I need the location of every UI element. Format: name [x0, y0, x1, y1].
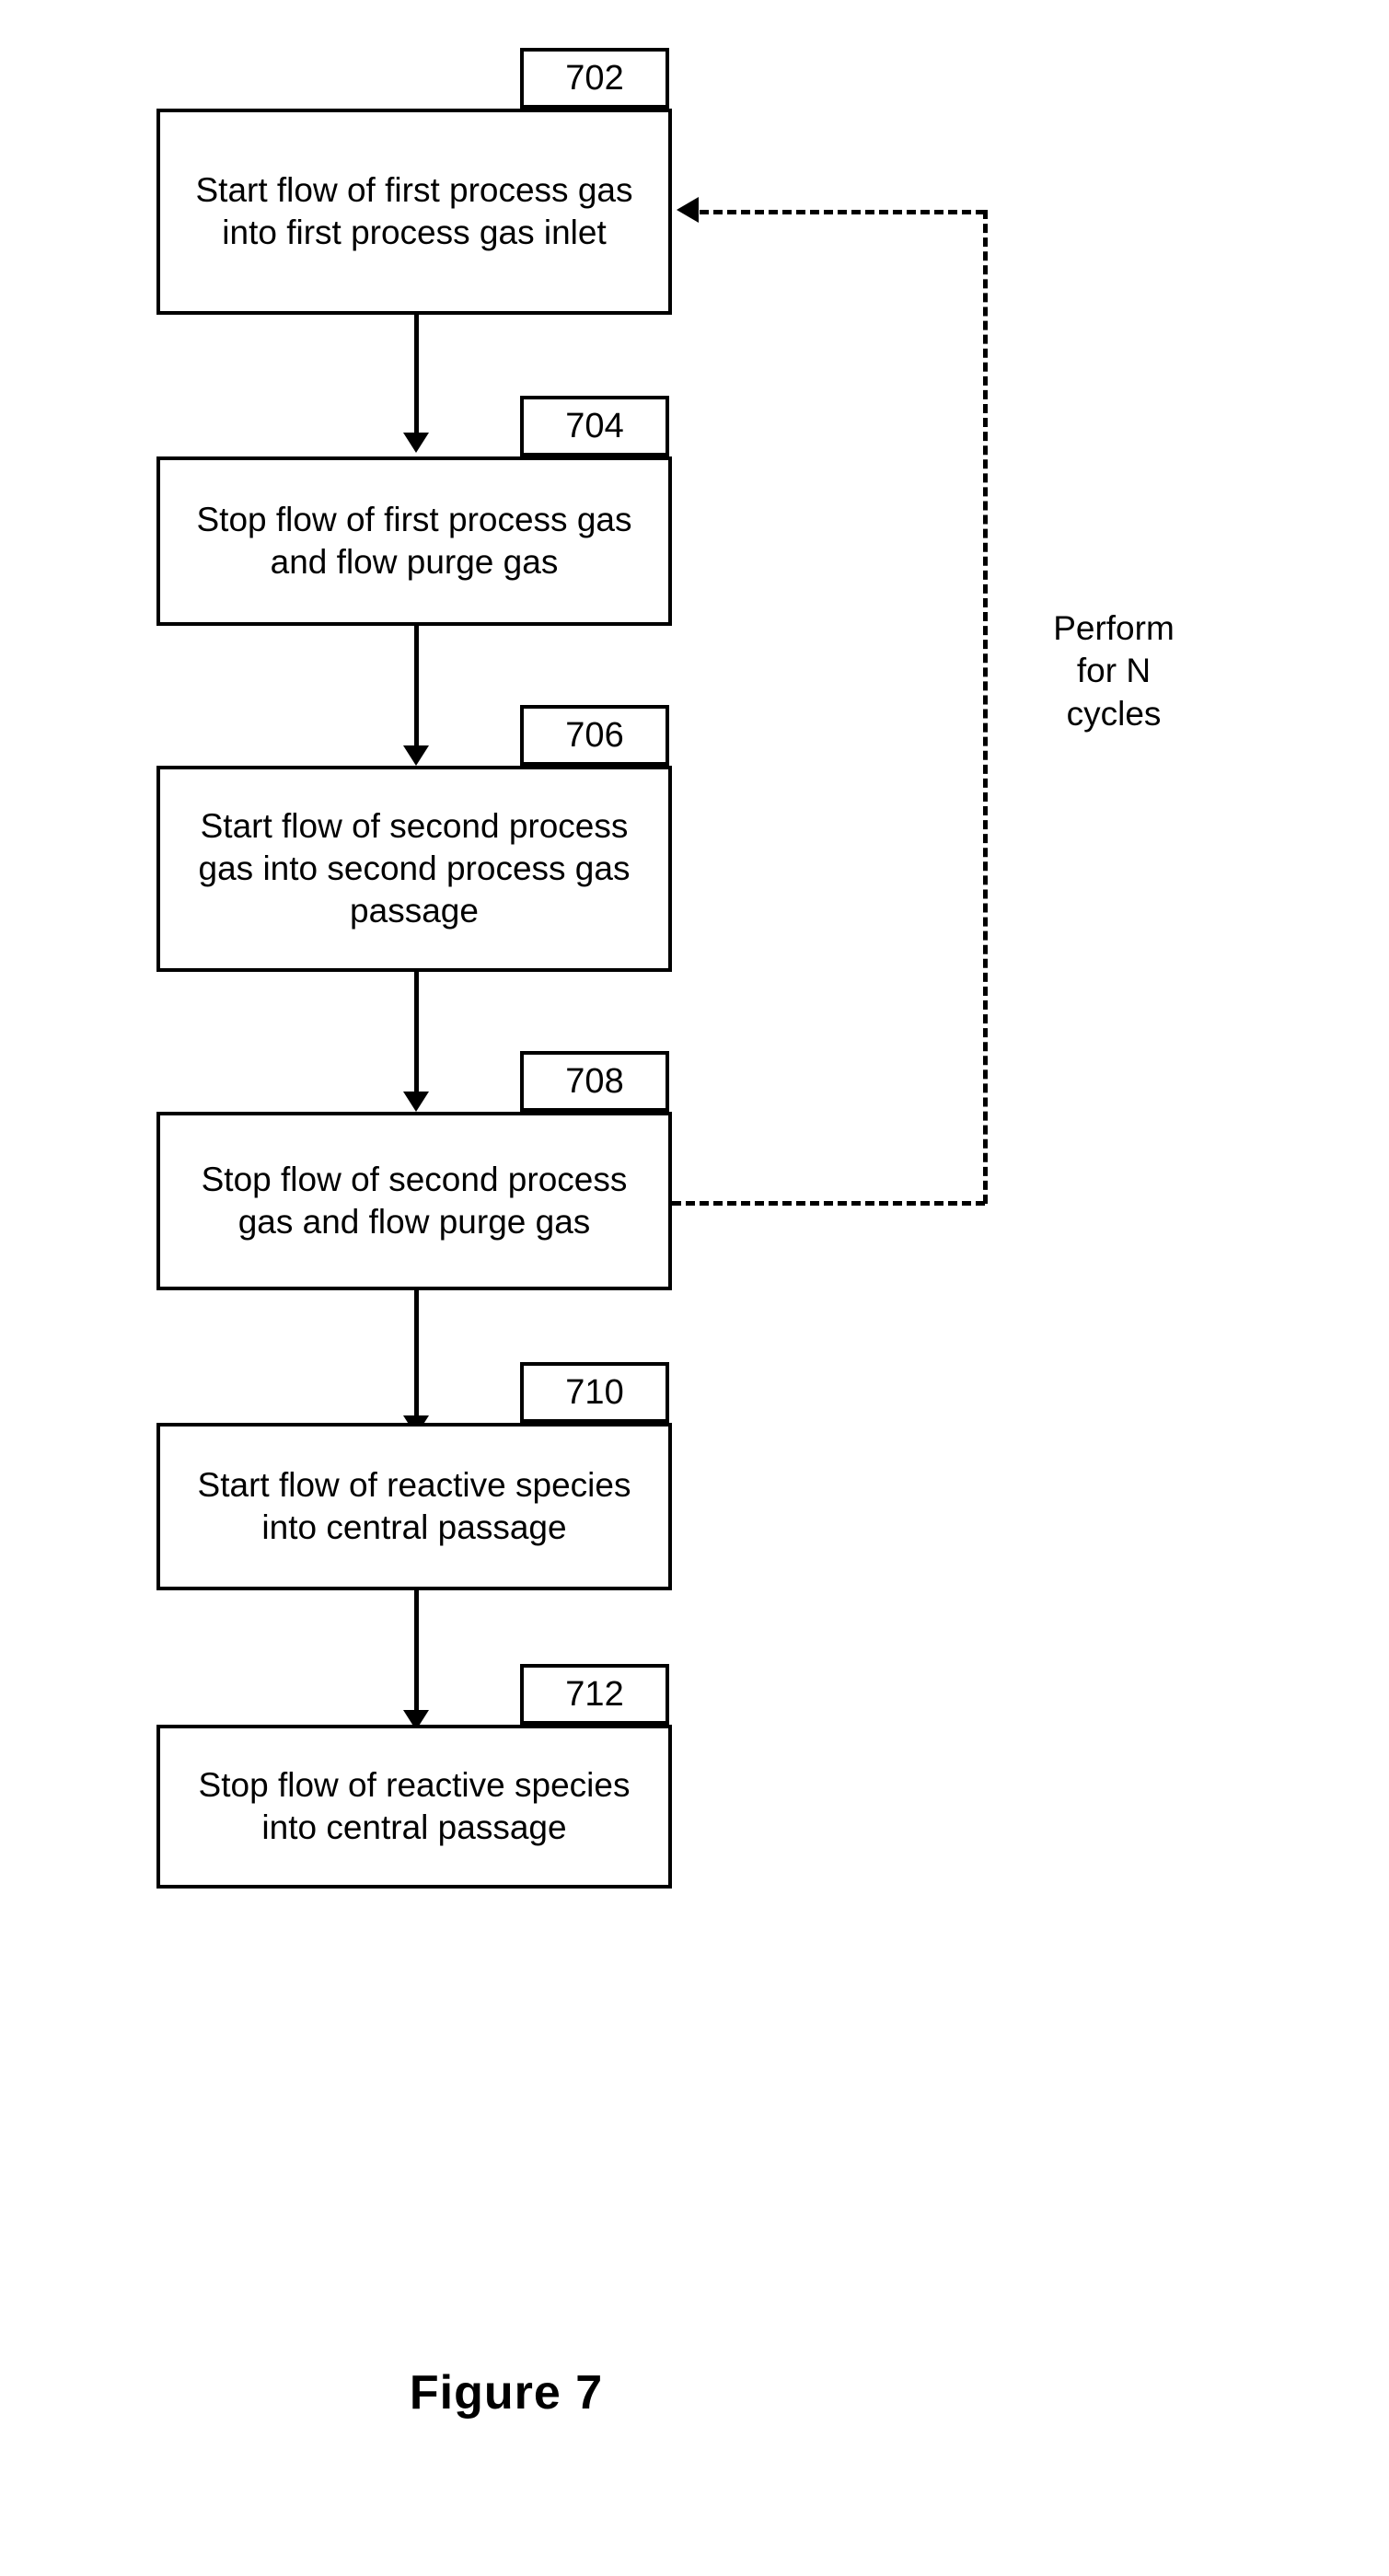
ref-tag-702-label: 702	[565, 59, 624, 98]
step-box-704-text: Stop flow of first process gas and flow purge gas	[196, 500, 632, 581]
loop-label	[1003, 607, 1224, 735]
loop-line-bottom	[672, 1201, 985, 1206]
loop-line-top	[700, 210, 985, 214]
loop-label-line-3: cycles	[1066, 694, 1162, 733]
step-box-706	[156, 766, 672, 972]
step-box-704	[156, 456, 672, 626]
ref-tag-704	[520, 396, 669, 456]
figure-caption-text: Figure 7	[409, 2366, 604, 2420]
ref-tag-704-label: 704	[565, 407, 624, 445]
ref-tag-702	[520, 48, 669, 109]
step-box-712-text: Stop flow of reactive species into central passage	[198, 1765, 631, 1846]
ref-tag-712-label: 712	[565, 1675, 624, 1714]
arrow-708-to-710	[414, 1290, 419, 1436]
arrow-706-to-708	[414, 972, 419, 1112]
step-box-710-text: Start flow of reactive species into central passage	[197, 1465, 631, 1546]
ref-tag-706-label: 706	[565, 716, 624, 755]
ref-tag-708	[520, 1051, 669, 1112]
ref-tag-710-label: 710	[565, 1373, 624, 1412]
loop-arrowhead-icon	[677, 197, 699, 223]
ref-tag-712	[520, 1664, 669, 1725]
step-box-708-text: Stop flow of second process gas and flow purge gas	[201, 1160, 628, 1241]
loop-label-line-2: for N	[1076, 652, 1152, 690]
loop-line-right	[983, 210, 988, 1204]
arrow-710-to-712	[414, 1590, 419, 1730]
step-box-710	[156, 1423, 672, 1590]
step-box-708	[156, 1112, 672, 1290]
step-box-702	[156, 109, 672, 315]
arrow-704-to-706	[414, 626, 419, 766]
figure-caption	[0, 2365, 1013, 2420]
loop-label-line-1: Perform	[1053, 609, 1175, 647]
step-box-706-text: Start flow of second process gas into second process gas passage	[198, 806, 631, 930]
ref-tag-706	[520, 705, 669, 766]
ref-tag-710	[520, 1362, 669, 1423]
ref-tag-708-label: 708	[565, 1062, 624, 1101]
arrow-702-to-704	[414, 315, 419, 453]
step-box-712	[156, 1725, 672, 1889]
step-box-702-text: Start flow of first process gas into first process gas inlet	[195, 170, 633, 251]
